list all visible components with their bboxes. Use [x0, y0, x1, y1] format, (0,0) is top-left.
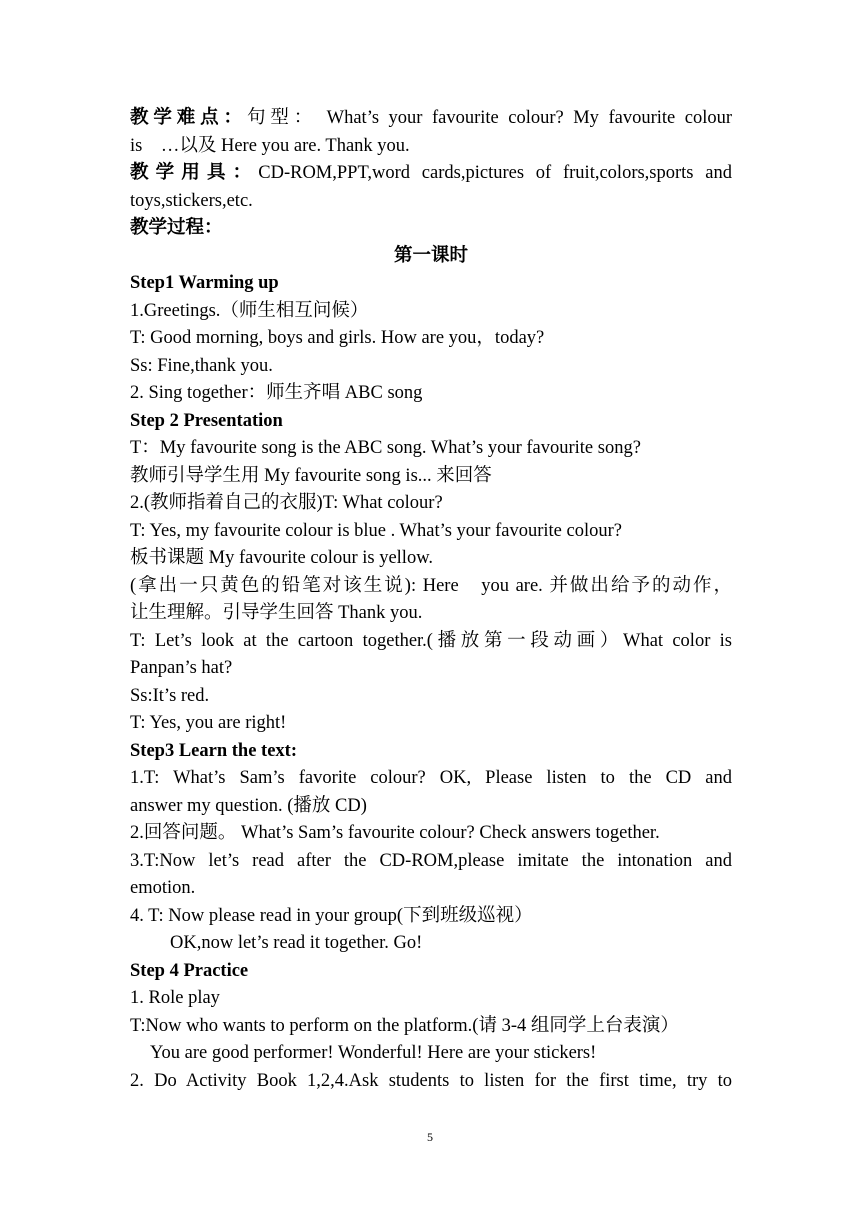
- text-line: Ss:It’s red.: [130, 685, 210, 706]
- text-line: T: Yes, my favourite colour is blue . What’s your favourite colour?: [130, 520, 622, 541]
- text-line: 2.(教师指着自己的衣服)T: What colour?: [130, 493, 443, 513]
- text: 句型： What’s your favourite colour? My favourite colour: [246, 108, 732, 128]
- text-line: 教师引导学生用 My favourite song is... 来回答: [130, 465, 492, 486]
- teaching-difficulty-line: [130, 105, 732, 133]
- text-line: T：My favourite song is the ABC song. What’s your favourite song?: [130, 438, 641, 458]
- text-line: T: Yes, you are right!: [130, 713, 287, 733]
- text-line: 4. T: Now please read in your group(下到班级巡视）: [130, 905, 533, 926]
- label: 教学用具：: [130, 163, 259, 183]
- text-line: toys,stickers,etc.: [130, 190, 253, 211]
- lesson-heading: 第一课时: [393, 245, 468, 266]
- text-line: T: Good morning, boys and girls. How are you，today?: [130, 328, 545, 348]
- text-line: 让生理解。引导学生回答 Thank you.: [130, 603, 423, 623]
- text-line: 2. Do Activity Book 1,2,4.Ask students to listen for the first time, try to: [130, 1070, 732, 1091]
- text-line: 3.T:Now let’s read after the CD-ROM,please imitate the intonation and: [130, 850, 732, 871]
- text-line: 2. Sing together：师生齐唱 ABC song: [130, 383, 423, 403]
- step-heading: Step 2 Presentation: [130, 410, 283, 431]
- text-line: 1.Greetings.（师生相互问候）: [130, 300, 369, 321]
- text-line: (拿出一只黄色的铅笔对该生说): Here you are. 并做出给予的动作，: [130, 575, 732, 596]
- text-line: T: Let’s look at the cartoon together.(播放第一段动画）What color is: [130, 630, 732, 651]
- teaching-tools-line: [130, 160, 732, 188]
- text-line: 1.T: What’s Sam’s favorite colour? OK, Please listen to the CD and: [130, 768, 732, 788]
- step-heading: Step3 Learn the text:: [130, 740, 297, 761]
- document-body: [130, 105, 732, 1095]
- text-line: You are good performer! Wonderful! Here are your stickers!: [150, 1043, 597, 1063]
- page-number: 5: [427, 1130, 433, 1144]
- text-line: 2.回答问题。 What’s Sam’s favourite colour? Check answers together.: [130, 823, 660, 843]
- text-line: answer my question. (播放 CD): [130, 795, 367, 816]
- label: 教学难点：: [130, 108, 247, 128]
- step-heading: Step 4 Practice: [130, 960, 249, 981]
- text-line: T:Now who wants to perform on the platform.(请 3-4 组同学上台表演）: [130, 1015, 679, 1036]
- step-heading: Step1 Warming up: [130, 273, 279, 293]
- text-line: Panpan’s hat?: [130, 658, 233, 678]
- text-line: is …以及 Here you are. Thank you.: [130, 135, 410, 156]
- teaching-process-label: 教学过程：: [130, 218, 223, 238]
- text-line: 1. Role play: [130, 988, 220, 1008]
- text-line: emotion.: [130, 878, 196, 898]
- text-line: Ss: Fine,thank you.: [130, 355, 273, 376]
- text-line: OK,now let’s read it together. Go!: [170, 933, 423, 953]
- text: CD-ROM,PPT,word cards,pictures of fruit,colors,sports and: [258, 163, 732, 183]
- text-line: 板书课题 My favourite colour is yellow.: [130, 548, 433, 568]
